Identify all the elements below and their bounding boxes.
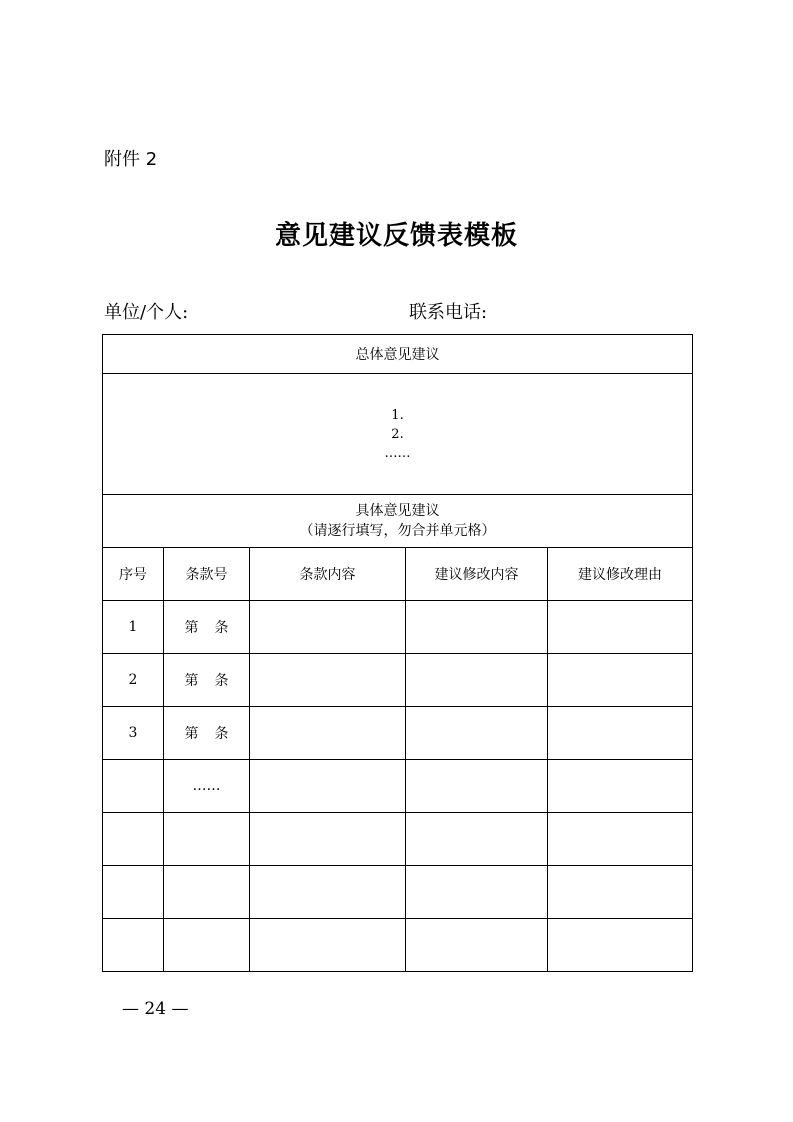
row-change-reason[interactable] [548,760,693,813]
row-clause-number[interactable] [164,601,250,654]
row-suggested-change[interactable] [406,654,548,707]
row-change-reason[interactable] [548,813,693,866]
clause-label: 第条 [184,673,245,689]
row-index [103,760,164,813]
column-header-suggested-change: 建议修改内容 [406,548,548,601]
row-clause-number[interactable] [164,707,250,760]
row-clause-content[interactable] [250,919,406,972]
column-header-clause-number: 条款号 [164,548,250,601]
row-clause-content[interactable] [250,866,406,919]
clause-ellipsis: …… [192,778,221,794]
row-clause-number[interactable] [164,760,250,813]
row-clause-number[interactable] [164,866,250,919]
row-clause-content[interactable] [250,654,406,707]
row-clause-content[interactable] [250,813,406,866]
row-change-reason[interactable] [548,654,693,707]
attachment-label: 附件 2 [104,149,158,170]
row-suggested-change[interactable] [406,707,548,760]
row-index: 1 [103,601,164,654]
row-index: 2 [103,654,164,707]
row-suggested-change[interactable] [406,813,548,866]
overall-line-ellipsis: …… [384,445,411,461]
row-clause-number[interactable] [164,654,250,707]
table-row [103,813,693,866]
row-change-reason[interactable] [548,601,693,654]
document-title: 意见建议反馈表模板 [274,221,518,251]
table-row [103,760,693,813]
row-suggested-change[interactable] [406,601,548,654]
row-change-reason[interactable] [548,866,693,919]
overall-line-2: 2. [391,426,404,442]
row-index [103,813,164,866]
clause-label: 第条 [184,620,245,636]
row-suggested-change[interactable] [406,919,548,972]
row-clause-number[interactable] [164,813,250,866]
row-index [103,919,164,972]
table-row [103,601,693,654]
column-header-clause-content: 条款内容 [250,548,406,601]
unit-person-label: 单位/个人: [104,302,189,323]
column-header-change-reason: 建议修改理由 [548,548,693,601]
clause-label: 第条 [184,726,245,742]
column-header-index: 序号 [103,548,164,601]
row-clause-content[interactable] [250,601,406,654]
overall-line-1: 1. [391,407,404,423]
feedback-table [102,334,693,972]
table-row [103,707,693,760]
row-change-reason[interactable] [548,919,693,972]
overall-suggestions-header: 总体意见建议 [103,335,693,374]
contact-phone-label: 联系电话: [409,302,488,323]
table-row [103,919,693,972]
row-clause-number[interactable] [164,919,250,972]
row-index: 3 [103,707,164,760]
specific-header-note: （请逐行填写，勿合并单元格） [299,523,496,539]
row-change-reason[interactable] [548,707,693,760]
table-row [103,654,693,707]
table-row [103,866,693,919]
row-clause-content[interactable] [250,760,406,813]
row-index [103,866,164,919]
specific-suggestions-header [103,495,693,548]
row-suggested-change[interactable] [406,866,548,919]
specific-header-title: 具体意见建议 [355,503,440,519]
row-suggested-change[interactable] [406,760,548,813]
overall-suggestions-cell[interactable] [103,374,693,495]
page-number: — 24 — [122,999,189,1019]
row-clause-content[interactable] [250,707,406,760]
